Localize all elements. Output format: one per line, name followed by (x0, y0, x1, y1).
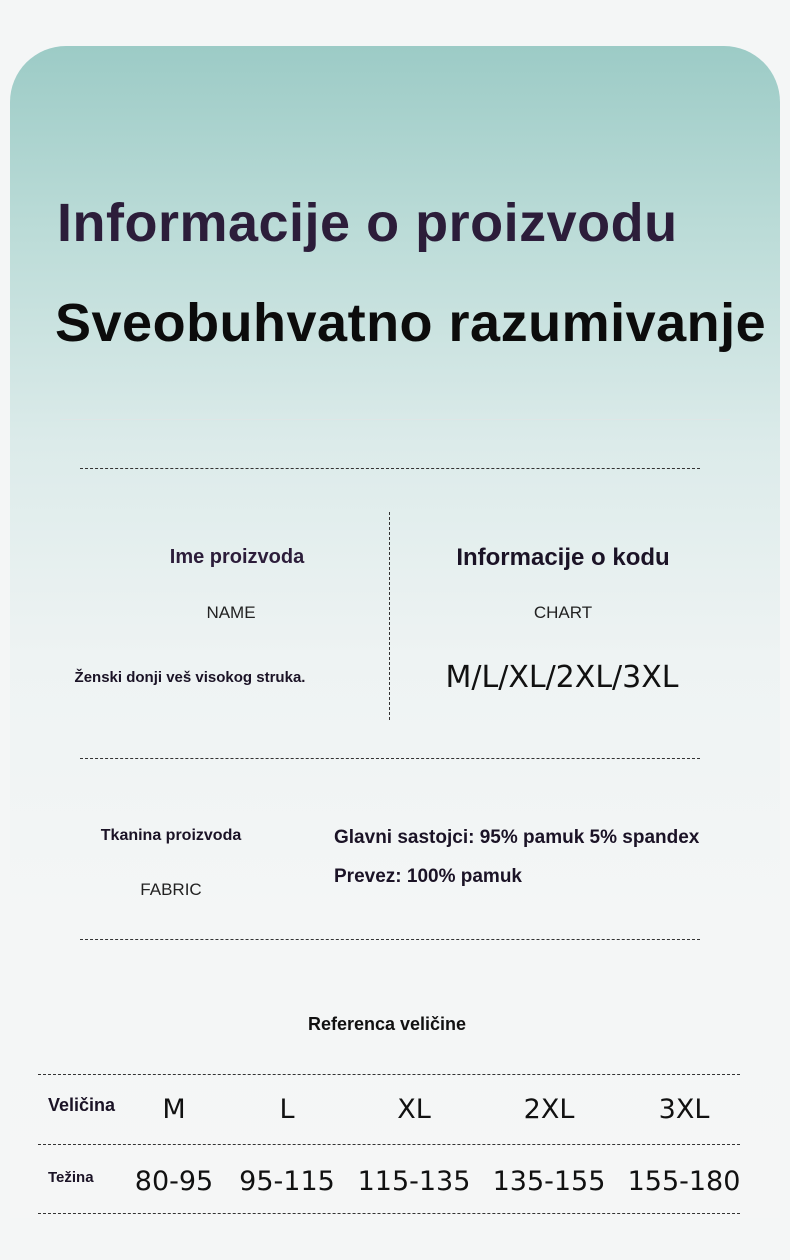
size-row-header: Veličina (48, 1095, 116, 1115)
size-reference-title: Referenca veličine (307, 1014, 467, 1034)
fabric-en: FABRIC (140, 880, 202, 899)
table-line-bottom (38, 1213, 740, 1214)
fabric-lining: Prevez: 100% pamuk (334, 866, 522, 887)
code-info-en: CHART (533, 603, 593, 622)
size-cell: 2XL (523, 1094, 575, 1125)
product-name-en: NAME (206, 603, 256, 622)
product-name-value: Ženski donji veš visokog struka. (74, 669, 306, 686)
fabric-main-ingredients: Glavni sastojci: 95% pamuk 5% spandex (334, 827, 700, 848)
table-line-top (38, 1074, 740, 1075)
table-line-middle (38, 1144, 740, 1145)
page-title: Informacije o proizvodu (57, 193, 678, 253)
code-sizes-value: M/L/XL/2XL/3XL (445, 660, 679, 695)
page-subtitle: Sveobuhvatno razumivanje (55, 293, 767, 353)
weight-cell: 95-115 (239, 1166, 335, 1197)
divider-middle (80, 758, 700, 759)
size-cell: L (279, 1094, 295, 1125)
header-divider (60, 419, 730, 420)
weight-row-header: Težina (48, 1169, 94, 1186)
size-cell: 3XL (658, 1094, 710, 1125)
size-cell: XL (397, 1094, 431, 1125)
weight-cell: 135-155 (492, 1166, 606, 1197)
size-cell: M (162, 1094, 186, 1125)
divider-top (80, 468, 700, 469)
weight-cell: 115-135 (357, 1166, 471, 1197)
product-name-label: Ime proizvoda (169, 546, 305, 568)
divider-bottom (80, 939, 700, 940)
fabric-label: Tkanina proizvoda (100, 827, 242, 844)
weight-cell: 80-95 (134, 1166, 214, 1197)
vertical-divider (389, 512, 390, 720)
weight-cell: 155-180 (627, 1166, 741, 1197)
code-info-label: Informacije o kodu (456, 544, 670, 571)
